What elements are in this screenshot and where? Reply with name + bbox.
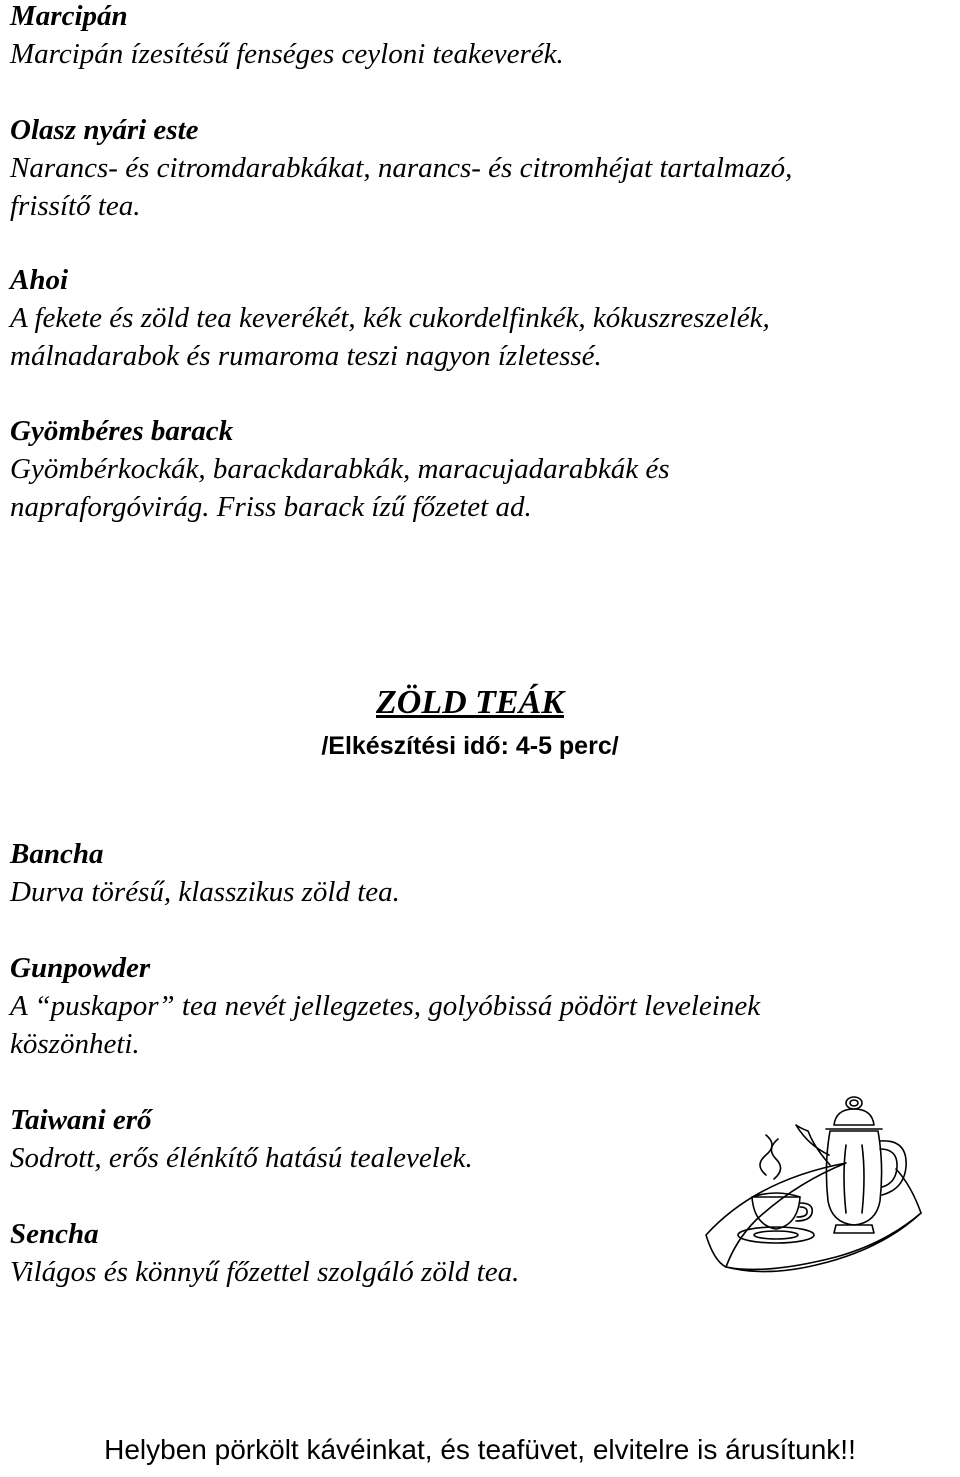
tea-description-line: napraforgóvirág. Friss barack ízű főzetet ad. bbox=[10, 491, 532, 523]
tea-description-line: Sodrott, erős élénkítő hatású tealevelek. bbox=[10, 1142, 473, 1174]
tea-name-marcipan: Marcipán bbox=[10, 0, 128, 32]
tea-description-line: A fekete és zöld tea keverékét, kék cukordelfinkék, kókuszreszelék, bbox=[10, 302, 770, 334]
section-title: ZÖLD TEÁK bbox=[376, 684, 564, 721]
tea-description-line: Gyömbérkockák, barackdarabkák, maracujadarabkák és bbox=[10, 453, 670, 485]
tea-name-taiwani-ero: Taiwani erő bbox=[10, 1104, 152, 1136]
footer-note: Helyben pörkölt kávéinkat, és teafüvet, elvitelre is árusítunk!! bbox=[104, 1434, 856, 1465]
tea-name-gyomberes-barack: Gyömbéres barack bbox=[10, 415, 234, 447]
tea-description-line: málnadarabok és rumaroma teszi nagyon ízletessé. bbox=[10, 340, 602, 372]
tea-name-ahoi: Ahoi bbox=[10, 264, 69, 296]
tea-description-line: A “puskapor” tea nevét jellegzetes, golyóbissá pödört leveleinek bbox=[10, 990, 761, 1022]
tea-description-line: köszönheti. bbox=[10, 1028, 140, 1060]
section-subtitle: /Elkészítési idő: 4-5 perc/ bbox=[321, 732, 619, 760]
tea-description-line: Világos és könnyű főzettel szolgáló zöld tea. bbox=[10, 1256, 520, 1288]
tea-description-line: Marcipán ízesítésű fenséges ceyloni teakeverék. bbox=[10, 38, 564, 70]
tea-name-olasz-nyari-este: Olasz nyári este bbox=[10, 114, 199, 146]
tea-name-sencha: Sencha bbox=[10, 1218, 99, 1250]
tea-description-line: frissítő tea. bbox=[10, 190, 141, 222]
tea-description-line: Narancs- és citromdarabkákat, narancs- és citromhéjat tartalmazó, bbox=[10, 152, 793, 184]
tea-name-bancha: Bancha bbox=[10, 838, 104, 870]
tea-description-line: Durva törésű, klasszikus zöld tea. bbox=[10, 876, 400, 908]
teapot-and-cup-icon bbox=[696, 1085, 936, 1280]
tea-name-gunpowder: Gunpowder bbox=[10, 952, 151, 984]
